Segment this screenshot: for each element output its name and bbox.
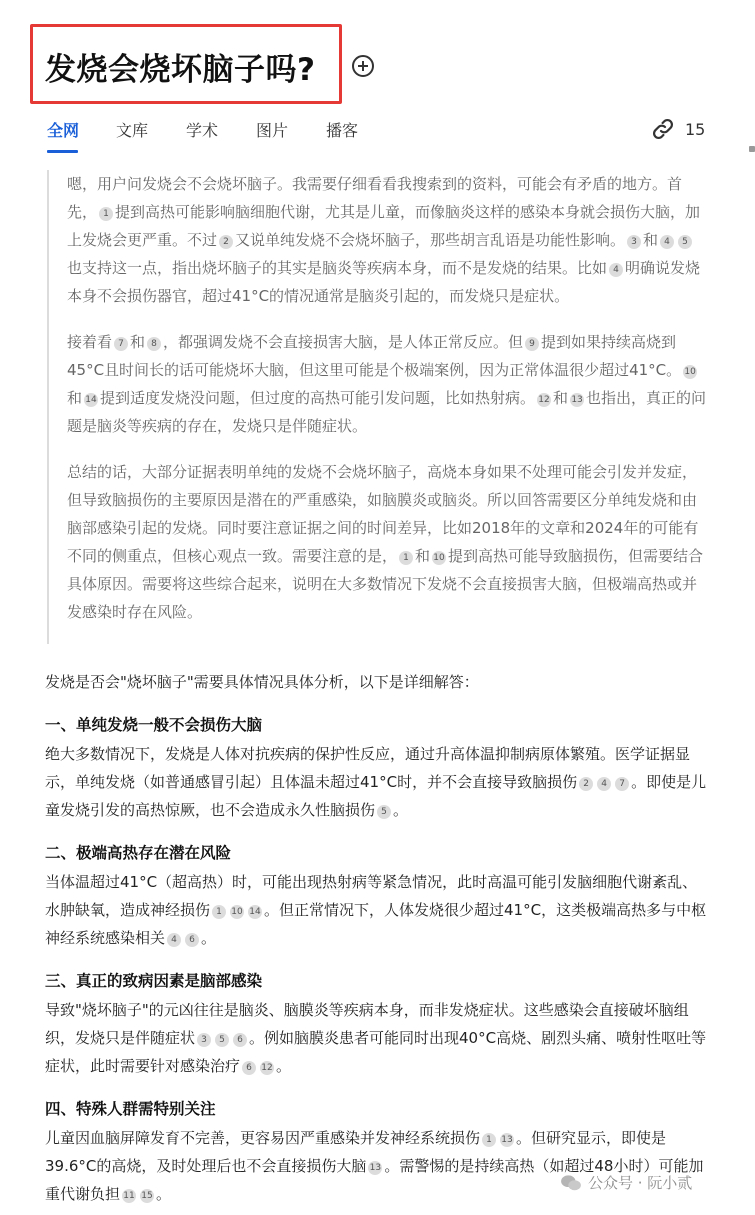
page-title: 发烧会烧坏脑子吗? — [45, 52, 316, 88]
section-body — [45, 868, 707, 952]
citation-badge[interactable]: 2 — [579, 777, 593, 791]
text-run: 当体温超过41°C（超高热）时，可能出现热射病等紧急情况，此时高温可能引发脑细胞代谢紊乱、水肿缺氧，造成神经损伤 — [45, 873, 698, 919]
tab-library[interactable]: 文库 — [116, 121, 149, 140]
text-run: 嗯，用户问发烧会不会烧坏脑子。我需要仔细看看我搜索到的资料，可能会有矛盾的地方。首先， — [67, 175, 683, 221]
wechat-icon — [560, 1174, 582, 1192]
citation-badge[interactable]: 1 — [482, 1133, 496, 1147]
tab-podcast[interactable]: 播客 — [326, 121, 359, 140]
citation-badge[interactable]: 1 — [99, 207, 113, 221]
citation-badge[interactable]: 14 — [249, 907, 261, 917]
text-run: 接着看 — [67, 333, 113, 351]
source-count: 15 — [685, 119, 706, 139]
text-run: ，都强调发烧不会直接损害大脑，是人体正常反应。但 — [163, 333, 524, 351]
citation-badge[interactable]: 5 — [215, 1033, 229, 1047]
text-run: 总结的话，大部分证据表明单纯的发烧不会烧坏脑子，高烧本身如果不处理可能会引发并发症，但导致脑损伤的主要原因是潜在的严重感染，如脑膜炎或脑炎。所以回答需要区分单纯发烧和由脑部感染引起的发烧。同时要注意证据之间的时间差异，比如2018年的文章和2024年的可能有不同的侧重点，但核心观点一致。需要注意的是， — [67, 463, 699, 565]
citation-badge[interactable]: 7 — [615, 777, 629, 791]
text-run: 。例如脑膜炎患者可能同时出现40°C高烧、剧烈头痛、喷射性呕吐等症状，此时需要针对感染治疗 — [45, 1029, 707, 1075]
section-body — [45, 1124, 707, 1208]
text-run: 。但研究显示，即使是39.6°C的高烧，及时处理后也不会直接损伤大脑 — [45, 1129, 667, 1175]
text-run: 和 — [130, 333, 146, 351]
citation-badge[interactable]: 3 — [197, 1033, 211, 1047]
text-run: 和 — [553, 389, 569, 407]
citation-badge[interactable]: 4 — [597, 777, 611, 791]
text-run: 和 — [67, 389, 83, 407]
citation-badge[interactable]: 13 — [501, 1135, 513, 1145]
text-run: 导致"烧坏脑子"的元凶往往是脑炎、脑膜炎等疾病本身，而非发烧症状。这些感染会直接破坏脑组织，发烧只是伴随症状 — [45, 1001, 689, 1047]
citation-badge[interactable]: 12 — [538, 395, 550, 405]
citation-badge[interactable]: 12 — [261, 1063, 273, 1073]
citation-badge[interactable]: 9 — [525, 337, 539, 351]
citation-badge[interactable]: 7 — [114, 337, 128, 351]
section-heading: 一、单纯发烧一般不会损伤大脑 — [45, 716, 263, 734]
citation-badge[interactable]: 10 — [433, 553, 445, 563]
section-heading: 四、特殊人群需特别关注 — [45, 1100, 216, 1118]
text-run: 。 — [276, 1057, 292, 1075]
citation-badge[interactable]: 11 — [123, 1191, 135, 1201]
add-circle-icon[interactable] — [352, 55, 374, 77]
scrollbar-marker[interactable] — [749, 146, 755, 152]
text-run: 儿童因血脑屏障发育不完善，更容易因严重感染并发神经系统损伤 — [45, 1129, 481, 1147]
reasoning-paragraph — [67, 170, 707, 310]
tab-academic[interactable]: 学术 — [186, 121, 219, 140]
text-run: 绝大多数情况下，发烧是人体对抗疾病的保护性反应，通过升高体温抑制病原体繁殖。医学证据显示，单纯发烧（如普通感冒引起）且体温未超过41°C时，并不会直接导致脑损伤 — [45, 745, 691, 791]
text-run: 。但正常情况下，人体发烧很少超过41°C，这类极端高热多与中枢神经系统感染相关 — [45, 901, 707, 947]
citation-badge[interactable]: 10 — [684, 367, 696, 377]
sources-button[interactable] — [651, 117, 705, 141]
citation-badge[interactable]: 5 — [678, 235, 692, 249]
citation-badge[interactable]: 6 — [242, 1061, 256, 1075]
active-tab-indicator — [47, 150, 78, 153]
text-run: 也指出，真正的问题是脑炎等疾病的存在，发烧只是伴随症状。 — [67, 389, 707, 435]
tab-images[interactable]: 图片 — [256, 121, 289, 140]
citation-badge[interactable]: 8 — [147, 337, 161, 351]
citation-badge[interactable]: 1 — [399, 551, 413, 565]
text-run: 。即使是儿童发烧引发的高热惊厥，也不会造成永久性脑损伤 — [45, 773, 707, 819]
text-run: 又说单纯发烧不会烧坏脑子，那些胡言乱语是功能性影响。 — [235, 231, 626, 249]
section-heading: 三、真正的致病因素是脑部感染 — [45, 972, 263, 990]
citation-badge[interactable]: 10 — [231, 907, 243, 917]
text-run: 提到适度发烧没问题，但过度的高热可能引发问题，比如热射病。 — [100, 389, 536, 407]
section-body — [45, 996, 707, 1080]
text-run: 也支持这一点，指出烧坏脑子的其实是脑炎等疾病本身，而不是发烧的结果。比如 — [67, 259, 608, 277]
section-heading: 二、极端高热存在潜在风险 — [45, 844, 232, 862]
answer-intro: 发烧是否会"烧坏脑子"需要具体情况具体分析，以下是详细解答： — [45, 673, 479, 691]
section-body — [45, 740, 707, 824]
citation-badge[interactable]: 3 — [627, 235, 641, 249]
watermark-text: 公众号 · 阮小贰 — [588, 1174, 693, 1192]
citation-badge[interactable]: 4 — [609, 263, 623, 277]
text-run: 提到高热可能影响脑细胞代谢，尤其是儿童，而像脑炎这样的感染本身就会损伤大脑，加上发烧会更严重。不过 — [67, 203, 701, 249]
citation-badge[interactable]: 4 — [167, 933, 181, 947]
text-run: 和 — [643, 231, 659, 249]
citation-badge[interactable]: 13 — [571, 395, 583, 405]
reasoning-paragraph — [67, 458, 707, 626]
text-run: 。 — [156, 1185, 172, 1203]
citation-badge[interactable]: 6 — [185, 933, 199, 947]
text-run: 明确说发烧本身不会损伤器官，超过41°C的情况通常是脑炎引起的，而发烧只是症状。 — [67, 259, 701, 305]
citation-badge[interactable]: 13 — [369, 1163, 382, 1173]
reasoning-paragraph — [67, 328, 707, 440]
text-run: 提到高热可能导致脑损伤，但需要结合具体原因。需要将这些综合起来，说明在大多数情况下发烧不会直接损害大脑，但极端高热或并发感染时存在风险。 — [67, 547, 704, 621]
tab-all-web[interactable]: 全网 — [47, 121, 80, 140]
link-icon — [651, 117, 675, 141]
citation-badge[interactable]: 6 — [233, 1033, 247, 1047]
text-run: 和 — [415, 547, 431, 565]
text-run: 。 — [393, 801, 409, 819]
citation-badge[interactable]: 2 — [219, 235, 233, 249]
citation-badge[interactable]: 4 — [660, 235, 674, 249]
text-run: 。需警惕的是持续高热（如超过48小时）可能加重代谢负担 — [45, 1157, 704, 1203]
watermark — [560, 1172, 692, 1193]
citation-badge[interactable]: 14 — [85, 395, 97, 405]
reasoning-block — [47, 170, 707, 644]
text-run: 。 — [201, 929, 217, 947]
citation-badge[interactable]: 5 — [377, 805, 391, 819]
text-run: 提到如果持续高烧到45°C且时间长的话可能烧坏大脑，但这里可能是个极端案例，因为正常体温很少超过41°C。 — [67, 333, 682, 379]
answer-block — [45, 668, 707, 1208]
citation-badge[interactable]: 15 — [141, 1191, 153, 1201]
citation-badge[interactable]: 1 — [212, 905, 226, 919]
